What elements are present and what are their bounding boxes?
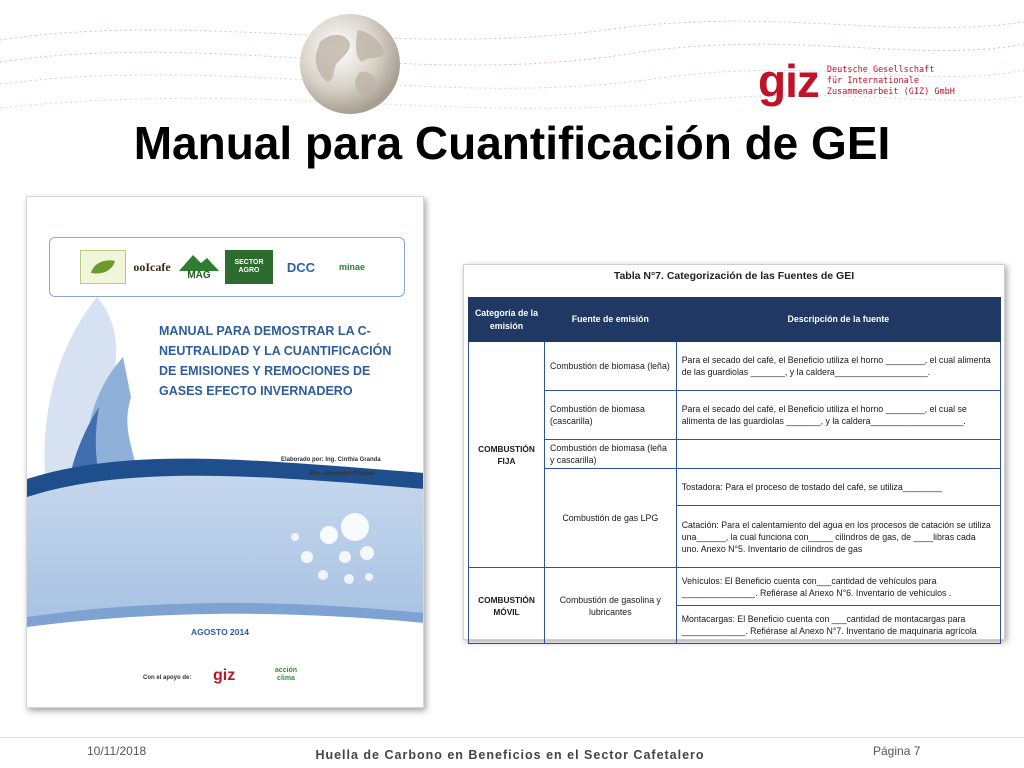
table-row	[469, 391, 1001, 440]
source-cell: Combustión de gas LPG	[544, 469, 676, 568]
globe-icon	[298, 12, 402, 116]
cover-accion-clima-logo: acción clima	[274, 667, 298, 682]
page-number: Página 7	[873, 744, 921, 758]
slide-title: Manual para Cuantificación de GEI	[133, 117, 891, 169]
icafe-logo	[130, 250, 174, 284]
giz-line-2: für Internationale	[826, 75, 920, 86]
description-cell: Catación: Para el calentamiento del agua en los procesos de catación se utiliza una______, la cual funciona con_____ cilindros de gas, de ____libras cada uno. Anexo N°5. Inventario de cilindros de gas	[676, 506, 1000, 568]
mountain-icon	[179, 253, 219, 271]
minae-logo	[330, 250, 374, 284]
cover-giz-logo: giz	[213, 667, 236, 684]
table-caption: Tabla N°7. Categorización de las Fuentes de GEI	[613, 270, 855, 282]
giz-wordmark: giz	[758, 55, 819, 107]
cover-support-label: Con el apoyo de:	[143, 675, 192, 681]
description-cell: Tostadora: Para el proceso de tostado del café, se utiliza________	[676, 469, 1000, 506]
partner-logo-strip	[49, 237, 405, 297]
giz-line-3: Zusammenarbeit (GIZ) GmbH	[826, 86, 955, 97]
source-cell: Combustión de biomasa (cascarilla)	[544, 391, 676, 440]
table-row	[469, 342, 1001, 391]
icafe-logo-text: ooIcafe	[133, 259, 171, 274]
mag-logo	[176, 250, 222, 284]
column-header: Categoría de la emisión	[469, 298, 545, 342]
manual-cover	[26, 196, 424, 708]
category-cell: COMBUSTIÓN MÓVIL	[469, 568, 545, 644]
gei-sources-table	[468, 297, 1001, 644]
cover-coauthor: Msc. Alejandro Álvarez	[309, 471, 375, 477]
table-row	[469, 440, 1001, 469]
description-cell: Para el secado del café, el Beneficio utiliza el horno ________, el cual alimenta de las guardiolas _______, y la caldera___________________.	[676, 342, 1000, 391]
column-header: Fuente de emisión	[544, 298, 676, 342]
giz-full-name	[827, 65, 955, 98]
description-cell: Montacargas: El Beneficio cuenta con ___cantidad de montacargas para _____________. Refiérase al Anexo N°7. Inventario de maquinaria agrícola	[676, 606, 1000, 644]
table-row	[469, 568, 1001, 606]
source-cell: Combustión de biomasa (leña y cascarilla)	[544, 440, 676, 469]
giz-line-1: Deutsche Gesellschaft	[826, 64, 935, 75]
dcc-logo	[276, 250, 326, 284]
column-header: Descripción de la fuente	[676, 298, 1000, 342]
dcc-logo-text: DCC	[286, 259, 316, 275]
description-cell: Para el secado del café, el Beneficio utiliza el horno ________, el cual se alimenta de las guardiolas _______, y la caldera___________________.	[676, 391, 1000, 440]
category-cell: COMBUSTIÓN FIJA	[469, 342, 545, 568]
description-cell	[676, 440, 1000, 469]
footer-title: Huella de Carbono en Beneficios en el Sector Cafetalero	[315, 748, 705, 762]
leaf-icon	[88, 257, 118, 277]
description-cell: Vehículos: El Beneficio cuenta con___cantidad de vehículos para _______________. Refiérase al Anexo N°6. Inventario de vehículos .	[676, 568, 1000, 606]
table-header-row	[469, 298, 1001, 342]
sector-agro-logo-text: SECTOR AGRO	[234, 259, 264, 274]
giz-logo	[758, 55, 955, 107]
mag-logo-text: MAG	[187, 270, 211, 281]
sector-agro-logo	[225, 250, 273, 284]
table-row	[469, 469, 1001, 506]
source-cell: Combustión de gasolina y lubricantes	[544, 568, 676, 644]
source-cell: Combustión de biomasa (leña)	[544, 342, 676, 391]
minae-logo-text: minae	[338, 262, 365, 272]
cover-author: Elaborado por: Ing. Cinthia Granda	[281, 457, 381, 463]
footer-date: 10/11/2018	[87, 744, 147, 758]
cover-title: MANUAL PARA DEMOSTRAR LA C-NEUTRALIDAD Y LA CUANTIFICACIÓN DE EMISIONES Y REMOCIONES DE GASES EFECTO INVERNADERO	[159, 324, 392, 398]
footer-divider	[0, 737, 1024, 738]
gei-table-card	[463, 264, 1005, 640]
cover-date: AGOSTO 2014	[191, 627, 249, 637]
fundecooperacion-logo	[80, 250, 126, 284]
